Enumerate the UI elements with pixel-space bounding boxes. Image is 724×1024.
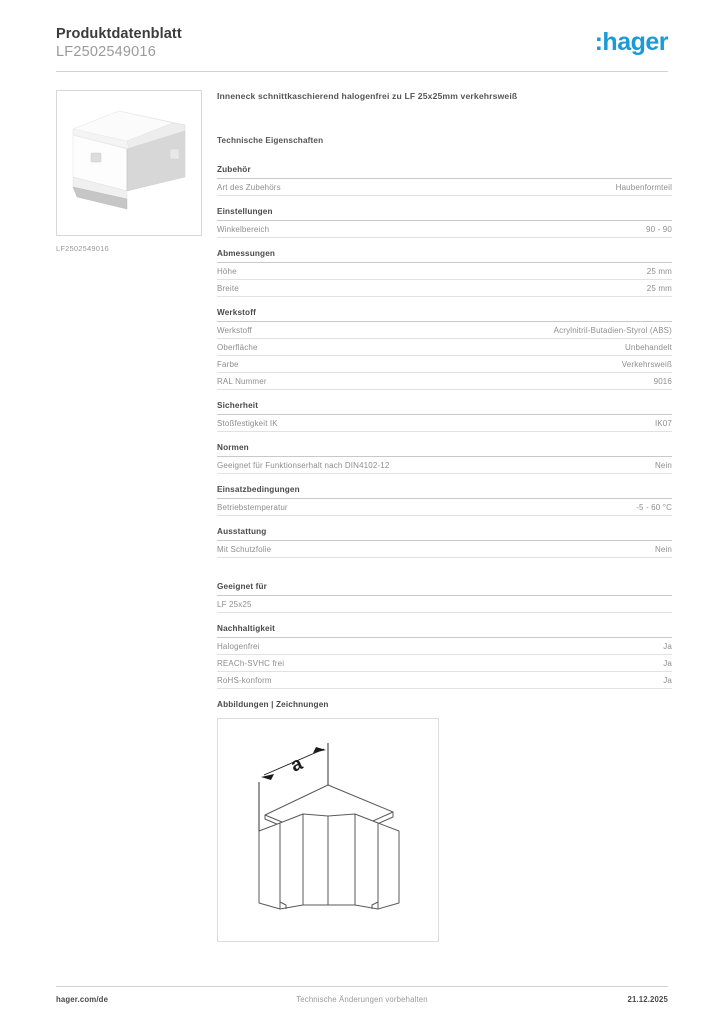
spec-group (217, 249, 672, 297)
product-headline: Inneneck schnittkaschierend halogenfrei zu LF 25x25mm verkehrsweiß (217, 91, 518, 101)
spec-key: RAL Nummer (217, 377, 267, 386)
spec-row (217, 221, 672, 238)
spec-key: RoHS-konform (217, 676, 272, 685)
spec-row (217, 596, 672, 613)
product-photo-corner-piece-icon (57, 91, 201, 235)
spec-key: Werkstoff (217, 326, 252, 335)
corner-piece-line-drawing-icon (218, 719, 438, 941)
technical-properties-heading: Technische Eigenschaften (217, 136, 324, 145)
spec-row (217, 672, 672, 689)
spec-row (217, 339, 672, 356)
spec-group (217, 624, 672, 689)
spec-group-title: Werkstoff (217, 308, 672, 322)
footer-divider (56, 986, 668, 987)
spec-key: Höhe (217, 267, 237, 276)
spec-group (217, 527, 672, 558)
spec-key: Mit Schutzfolie (217, 545, 272, 554)
spec-row (217, 638, 672, 655)
spec-row (217, 373, 672, 390)
spec-value: 25 mm (646, 284, 672, 293)
spec-key: LF 25x25 (217, 600, 252, 609)
spec-group-title: Zubehör (217, 165, 672, 179)
hager-logo[interactable]: :hager (594, 28, 668, 56)
spec-group (217, 582, 672, 613)
spec-row (217, 415, 672, 432)
spec-key: Stoßfestigkeit IK (217, 419, 278, 428)
drawings-heading: Abbildungen | Zeichnungen (217, 700, 329, 709)
spec-group-title: Einsatzbedingungen (217, 485, 672, 499)
spec-row (217, 280, 672, 297)
spec-value: Verkehrsweiß (621, 360, 672, 369)
spec-value: Haubenformteil (615, 183, 672, 192)
spec-value: -5 - 60 °C (636, 503, 672, 512)
page-footer (56, 995, 668, 1009)
spec-value: Ja (663, 642, 672, 651)
footer-disclaimer: Technische Änderungen vorbehalten (296, 995, 428, 1004)
spec-key: REACh-SVHC frei (217, 659, 285, 668)
spec-row (217, 655, 672, 672)
spec-group-title: Geeignet für (217, 582, 672, 596)
product-image (56, 90, 202, 236)
spec-row (217, 499, 672, 516)
spec-value: Unbehandelt (624, 343, 672, 352)
spec-group-title: Normen (217, 443, 672, 457)
footer-date: 21.12.2025 (627, 995, 668, 1004)
spec-key: Geeignet für Funktionserhalt nach DIN4102-12 (217, 461, 390, 470)
spec-key: Oberfläche (217, 343, 258, 352)
spec-key: Breite (217, 284, 239, 293)
spec-value: IK07 (654, 419, 672, 428)
spec-value: Ja (663, 676, 672, 685)
spec-row (217, 179, 672, 196)
header-divider (56, 71, 668, 72)
spec-key: Betriebstemperatur (217, 503, 288, 512)
spec-value: 90 - 90 (646, 225, 672, 234)
spec-group (217, 207, 672, 238)
spec-value: 25 mm (646, 267, 672, 276)
spec-value: Ja (663, 659, 672, 668)
spec-value: 9016 (653, 377, 672, 386)
spec-key: Halogenfrei (217, 642, 260, 651)
spec-group-title: Sicherheit (217, 401, 672, 415)
product-figure (56, 90, 202, 253)
spec-key: Farbe (217, 360, 239, 369)
spec-group-title: Einstellungen (217, 207, 672, 221)
spec-group-title: Ausstattung (217, 527, 672, 541)
spec-value: Acrylnitril-Butadien-Styrol (ABS) (553, 326, 672, 335)
spec-group (217, 401, 672, 432)
footer-website-link[interactable]: hager.com/de (56, 995, 109, 1004)
spec-group (217, 443, 672, 474)
spec-value: Nein (654, 461, 672, 470)
spec-value: Nein (654, 545, 672, 554)
spec-group (217, 485, 672, 516)
spec-group-title: Nachhaltigkeit (217, 624, 672, 638)
content-column (217, 90, 672, 942)
spec-group-title: Abmessungen (217, 249, 672, 263)
spec-group (217, 308, 672, 390)
spec-row (217, 263, 672, 280)
spec-row (217, 457, 672, 474)
spec-key: Winkelbereich (217, 225, 270, 234)
product-image-caption: LF2502549016 (56, 244, 109, 253)
spec-key: Art des Zubehörs (217, 183, 281, 192)
spec-row (217, 541, 672, 558)
technical-drawing (217, 718, 439, 942)
page-subtitle-article-number: LF2502549016 (56, 44, 156, 60)
page-header (56, 26, 668, 70)
page-title: Produktdatenblatt (56, 26, 182, 42)
specification-table (217, 165, 672, 689)
spec-row (217, 356, 672, 373)
dimension-label-a: a (287, 753, 306, 777)
spec-row (217, 322, 672, 339)
spec-group (217, 165, 672, 196)
